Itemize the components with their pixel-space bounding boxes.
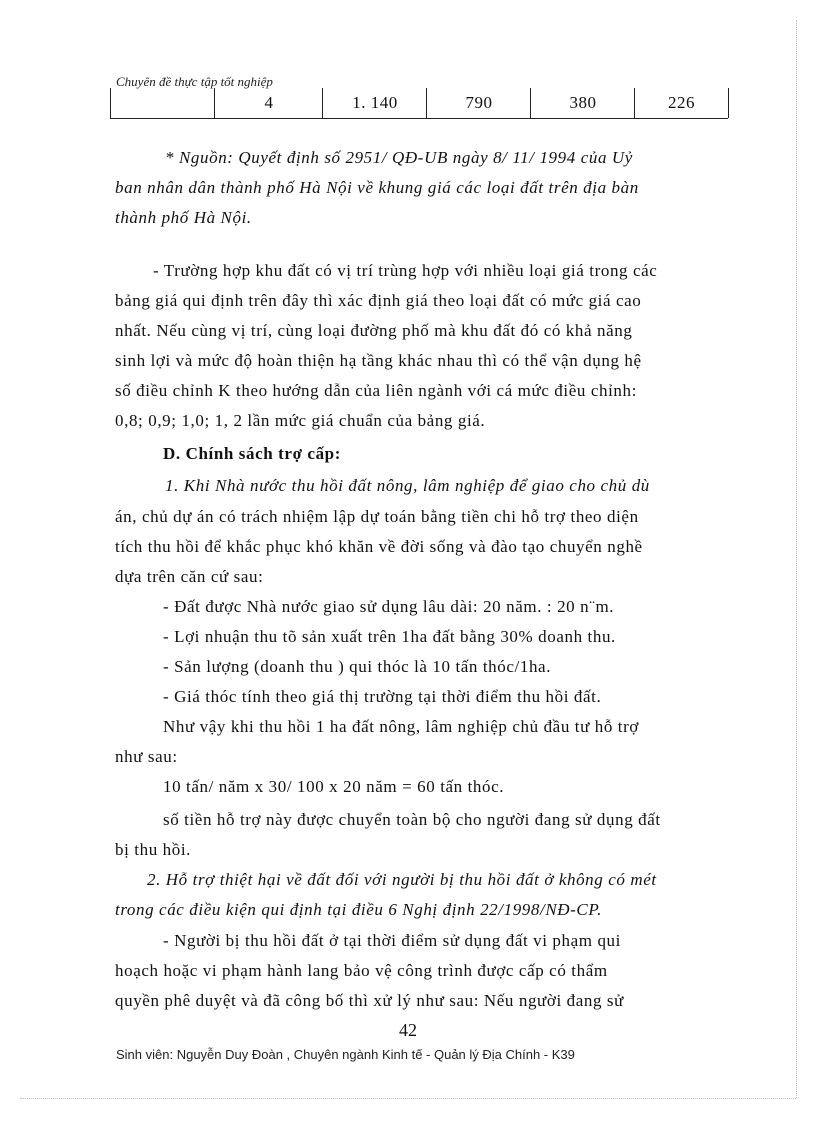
item2-body-line: quyền phê duyệt và đã công bố thì xử lý như sau: Nếu người đang sử (115, 991, 624, 1010)
transfer-line: bị thu hồi. (115, 840, 192, 859)
section-heading: D. Chính sách trợ cấp: (163, 444, 341, 463)
running-header: Chuyên đề thực tập tốt nghiệp (116, 74, 273, 89)
page-number: 42 (399, 1020, 417, 1040)
bullet-item: - Đất được Nhà nước giao sử dụng lâu dài: 20 năm. : 20 n¨m. (163, 597, 615, 616)
source-note-line: * Nguồn: Quyết định số 2951/ QĐ-UB ngày 8/ 11/ 1994 của Uỷ (165, 148, 633, 167)
item1-body-line: án, chủ dự án có trách nhiệm lập dự toán bằng tiền chi hỗ trợ theo diện (115, 507, 639, 526)
paragraph-line: số điều chỉnh K theo hướng dẫn của liên ngành với cá mức điều chỉnh: (115, 381, 637, 400)
source-note-line: thành phố Hà Nội. (115, 208, 252, 227)
item2-line: trong các điều kiện qui định tại điều 6 Nghị định 22/1998/NĐ-CP. (115, 900, 602, 919)
table-cell-value: 226 (634, 88, 729, 118)
bullet-item: - Lợi nhuận thu tõ sản xuất trên 1ha đất bằng 30% doanh thu. (163, 627, 616, 646)
transfer-line: số tiền hỗ trợ này được chuyển toàn bộ cho người đang sử dụng đất (163, 810, 661, 829)
running-footer: Sinh viên: Nguyễn Duy Đoàn , Chuyên ngành Kinh tế - Quản lý Địa Chính - K39 (116, 1047, 575, 1062)
item2-line: 2. Hỗ trợ thiệt hại về đất đối với người bị thu hồi đất ở không có mét (147, 870, 657, 889)
page-border-right (796, 20, 797, 1098)
bullet-item: - Giá thóc tính theo giá thị trường tại thời điểm thu hồi đất. (163, 687, 602, 706)
paragraph-line: nhất. Nếu cùng vị trí, cùng loại đường phố mà khu đất đó có khả năng (115, 321, 633, 340)
table-cell-empty (110, 88, 215, 118)
item1-body-line: dựa trên căn cứ sau: (115, 567, 264, 586)
formula: 10 tấn/ năm x 30/ 100 x 20 năm = 60 tấn thóc. (163, 777, 505, 796)
paragraph-line: 0,8; 0,9; 1,0; 1, 2 lần mức giá chuẩn của bảng giá. (115, 411, 486, 430)
item2-body-line: hoạch hoặc vi phạm hành lang bảo vệ công trình được cấp có thẩm (115, 961, 608, 980)
table-cell-value: 790 (426, 88, 531, 118)
item2-body-line: - Người bị thu hồi đất ở tại thời điểm sử dụng đất vi phạm qui (163, 931, 621, 950)
table-cell-value: 1. 140 (322, 88, 427, 118)
paragraph-line: bảng giá qui định trên đây thì xác định giá theo loại đất có mức giá cao (115, 291, 642, 310)
bullet-item: - Sản lượng (doanh thu ) qui thóc là 10 tấn thóc/1ha. (163, 657, 552, 676)
conclusion-line: như sau: (115, 747, 178, 766)
price-table-row (110, 88, 728, 119)
item1-intro: 1. Khi Nhà nước thu hồi đất nông, lâm nghiệp để giao cho chủ dù (165, 476, 650, 495)
page-border-bottom (20, 1098, 796, 1099)
item1-body-line: tích thu hồi để khắc phục khó khăn về đời sống và đào tạo chuyển nghề (115, 537, 643, 556)
paragraph-line: sinh lợi và mức độ hoàn thiện hạ tầng khác nhau thì có thể vận dụng hệ (115, 351, 642, 370)
source-note-line: ban nhân dân thành phố Hà Nội về khung giá các loại đất trên địa bàn (115, 178, 639, 197)
paragraph-line: - Trường hợp khu đất có vị trí trùng hợp với nhiều loại giá trong các (153, 261, 658, 280)
conclusion-line: Như vậy khi thu hồi 1 ha đất nông, lâm nghiệp chủ đầu tư hỗ trợ (163, 717, 639, 736)
table-cell-position: 4 (214, 88, 323, 118)
table-cell-value: 380 (530, 88, 635, 118)
